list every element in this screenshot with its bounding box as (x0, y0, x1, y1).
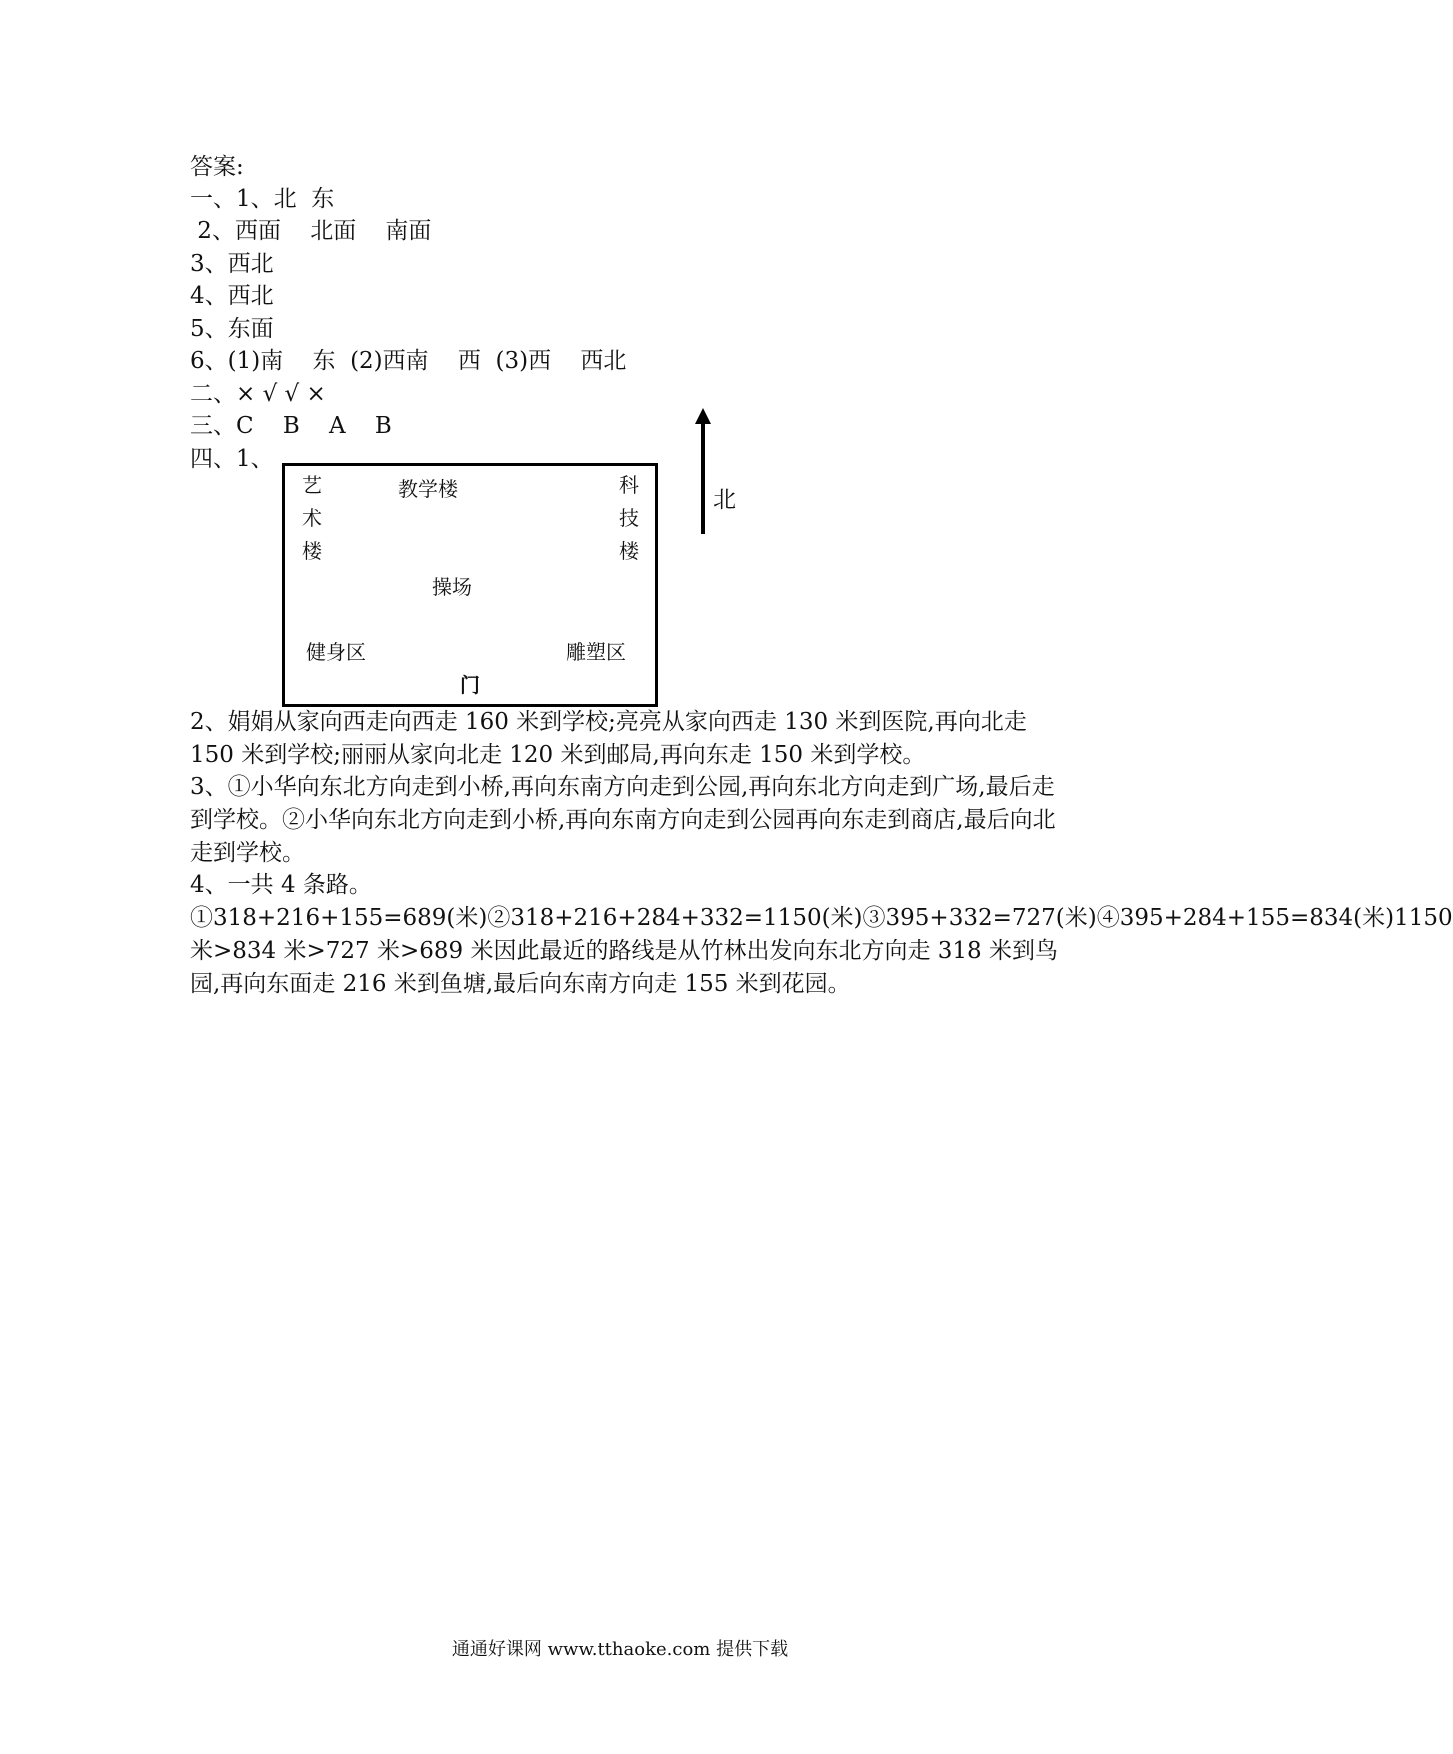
answer-1-4: 4、西北 (190, 283, 274, 309)
teaching-building-label: 教学楼 (398, 477, 458, 501)
gate-label: 门 (460, 673, 480, 697)
answer-section-2: 二、× √ √ × (190, 381, 326, 407)
answer-1-6: 6、(1)南 东 (2)西南 西 (3)西 西北 (190, 348, 627, 374)
north-arrow-icon (692, 408, 714, 534)
footer-credit: 通通好课网 www.tthaoke.com 提供下载 (451, 1639, 789, 1660)
answers-title: 答案: (190, 154, 244, 180)
answer-4-3: 3、①小华向东北方向走到小桥,再向东南方向走到公园,再向东北方向走到广场,最后走到学校。②小华向东北方向走到小桥,再向东南方向走到公园再向东走到商店,最后向北走到学校。 (190, 774, 1056, 866)
answer-1-2: 2、西面 北面 南面 (190, 218, 432, 244)
playground-label: 操场 (432, 575, 472, 599)
fitness-area-label: 健身区 (306, 640, 366, 664)
science-building-label: 科 技 楼 (619, 473, 639, 563)
sculpture-area-label: 雕塑区 (566, 640, 626, 664)
answer-4-4: 4、一共 4 条路。①318+216+155=689(米)②318+216+284+332=1150(米)③395+332=727(米)④395+284+155=834(米)1150 米>834 米>727 米>689 米因此最近的路线是从竹林出发向东北方向走 318 米到鸟园,再向东面走 216 米到鱼塘,最后向东南方向走 155 米到花园。 (190, 872, 1453, 997)
answer-4-2: 2、娟娟从家向西走向西走 160 米到学校;亮亮从家向西走 130 米到医院,再向北走 150 米到学校;丽丽从家向北走 120 米到邮局,再向东走 150 米到学校。 (190, 709, 1035, 768)
answer-section-3: 三、C B A B (190, 413, 392, 439)
answer-section-4-label: 四、1、 (190, 446, 274, 472)
art-building-label: 艺 术 楼 (302, 473, 322, 563)
north-label: 北 (713, 487, 736, 513)
answer-1-3: 3、西北 (190, 251, 274, 277)
answer-1-5: 5、东面 (190, 316, 274, 342)
answer-1-1: 一、1、北 东 (190, 186, 335, 212)
campus-map-diagram (282, 463, 658, 707)
